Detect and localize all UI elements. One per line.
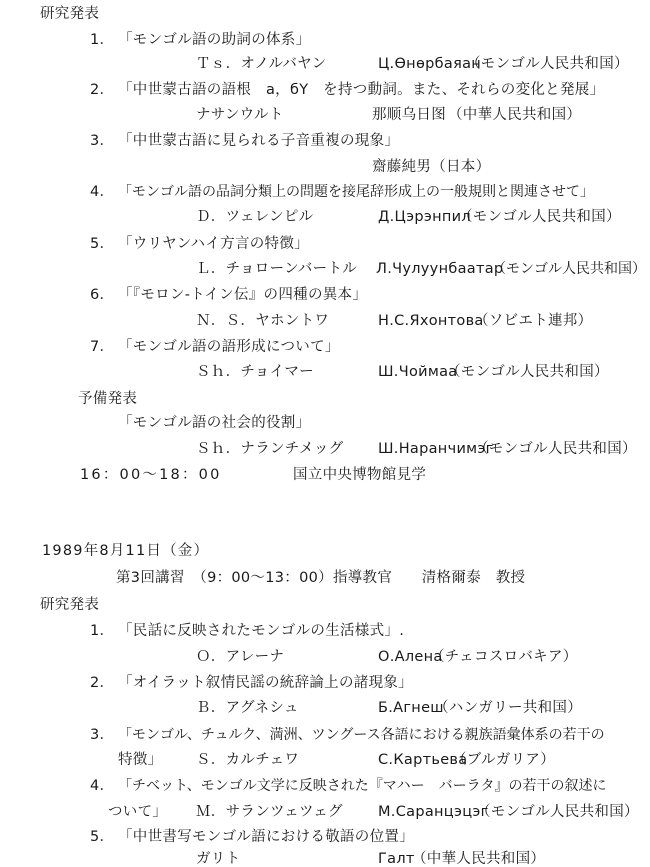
presenter-cyrillic: С.Картьева [378, 752, 468, 768]
item-number: 4． [90, 778, 115, 794]
item-number: 6． [90, 287, 115, 303]
presenter-cyrillic: 那顺乌日图 [372, 107, 446, 123]
presenter-affiliation: （ソビエト連邦） [474, 313, 593, 329]
presenter-name: Ｎ．Ｓ．ヤホントワ [196, 313, 330, 329]
presenter-affiliation: （ハンガリー共和国） [434, 700, 582, 716]
presenter-affiliation: （モンゴル人民共和国） [476, 804, 639, 820]
item-title: 「モンゴル語の語形成について」 [118, 339, 340, 355]
presenter-name: Ｓｈ．ナランチメッグ [196, 441, 344, 457]
item-title: 「中世蒙古語に見られる子音重複の現象」 [118, 133, 400, 149]
item-number: 1． [90, 623, 115, 639]
presenter-affiliation: （ブルガリア） [452, 752, 556, 768]
prelim-title: 「モンゴル語の社会的役割」 [118, 415, 311, 431]
presenter-name: Ｓ．カルチェワ [196, 752, 300, 768]
item-title: 「民話に反映されたモンゴルの生活様式」. [118, 623, 405, 639]
item-title: 「『モロン-トイン伝』の四種の異本」 [118, 287, 368, 303]
item-number: 2． [90, 82, 115, 98]
lecture-line: 第3回講習 （9：00～13：00）指導教官 清格爾泰 教授 [116, 570, 526, 586]
presenter-name: ガリト [196, 851, 241, 867]
item-title: 「中世蒙古語の語根 a，бY を持つ動詞。また、それらの変化と発展」 [118, 82, 605, 98]
prelim-heading: 予備発表 [78, 391, 138, 407]
section-heading: 研究発表 [40, 6, 100, 22]
item-title: 「中世書写モンゴル語における敬語の位置」 [118, 829, 414, 845]
presenter-cyrillic: М.Саранцэцэг [378, 804, 489, 820]
day-date: 1989年8月11日（金） [42, 543, 210, 559]
presenter-name: Ｓｈ．チョイマー [196, 364, 314, 380]
item-title: 「チベット、モンゴル文学に反映された『マハー バーラタ』の若干の叙述に [118, 778, 607, 794]
presenter-cyrillic: Ц.Өнөрбаяан [378, 56, 482, 72]
presenter-cyrillic: Ш.Наранчимэг [378, 441, 494, 457]
presenter-affiliation: 齋藤純男（日本） [372, 159, 491, 175]
presenter-name: Ｍ．サランツェツェグ [196, 804, 343, 820]
section-heading: 研究発表 [40, 597, 100, 613]
item-title-continuation: ついて」 [108, 804, 168, 820]
presenter-affiliation: （中華人民共和国） [412, 851, 546, 867]
presenter-name: Ｂ．アグネシュ [196, 700, 299, 716]
item-title: 「モンゴル語の助詞の体系」 [118, 32, 311, 48]
presenter-name: Ｔｓ．オノルバヤン [196, 56, 327, 72]
presenter-cyrillic: Н.С.Яхонтова [378, 313, 484, 329]
presenter-cyrillic: Л.Чулуунбаатар [376, 261, 504, 277]
visit-time: 16：00～18：00 [80, 467, 222, 483]
presenter-name: Ｄ．ツェレンピル [196, 209, 314, 225]
item-title-continuation: 特徴」 [118, 752, 163, 768]
item-number: 2． [90, 675, 115, 691]
presenter-name: Ｏ．アレーナ [196, 649, 285, 665]
presenter-cyrillic: Д.Цэрэнпил [378, 209, 471, 225]
presenter-affiliation: （モンゴル人民共和国） [458, 209, 621, 225]
item-number: 7． [90, 339, 115, 355]
presenter-affiliation: （モンゴル人民共和国） [446, 364, 609, 380]
item-title: 「モンゴル語の品詞分類上の問題を接尾辞形成上の一般規則と関連させて」 [118, 184, 594, 200]
item-title: 「オイラット叙情民謡の統辞論上の諸現象」 [118, 675, 413, 691]
item-number: 3． [90, 727, 115, 743]
presenter-cyrillic: Ш.Чоймаа [378, 364, 458, 380]
presenter-affiliation: （チェコスロバキア） [430, 649, 578, 665]
presenter-cyrillic: Б.Агнеш [378, 700, 444, 716]
presenter-affiliation: （モンゴル人民共和国） [492, 261, 646, 277]
presenter-affiliation: （モンゴル人民共和国） [466, 56, 629, 72]
item-number: 5． [90, 829, 115, 845]
presenter-affiliation: （中華人民共和国） [448, 107, 582, 123]
item-number: 5． [90, 236, 115, 252]
item-title: 「モンゴル、チュルク、満洲、ツングース各語における親族語彙体系の若干の [118, 727, 605, 743]
presenter-name: Ｌ．チョローンバートル [196, 261, 358, 277]
presenter-cyrillic: О.Алена [378, 649, 443, 665]
presenter-affiliation: （モンゴル人民共和国） [474, 441, 637, 457]
item-number: 4． [90, 184, 115, 200]
presenter-cyrillic: Галт [378, 851, 415, 867]
item-number: 3． [90, 133, 115, 149]
item-number: 1． [90, 32, 115, 48]
visit-text: 国立中央博物館見学 [293, 467, 427, 483]
presenter-name: ナサンウルト [196, 107, 284, 123]
item-title: 「ウリヤンハイ方言の特徴」 [118, 236, 309, 252]
